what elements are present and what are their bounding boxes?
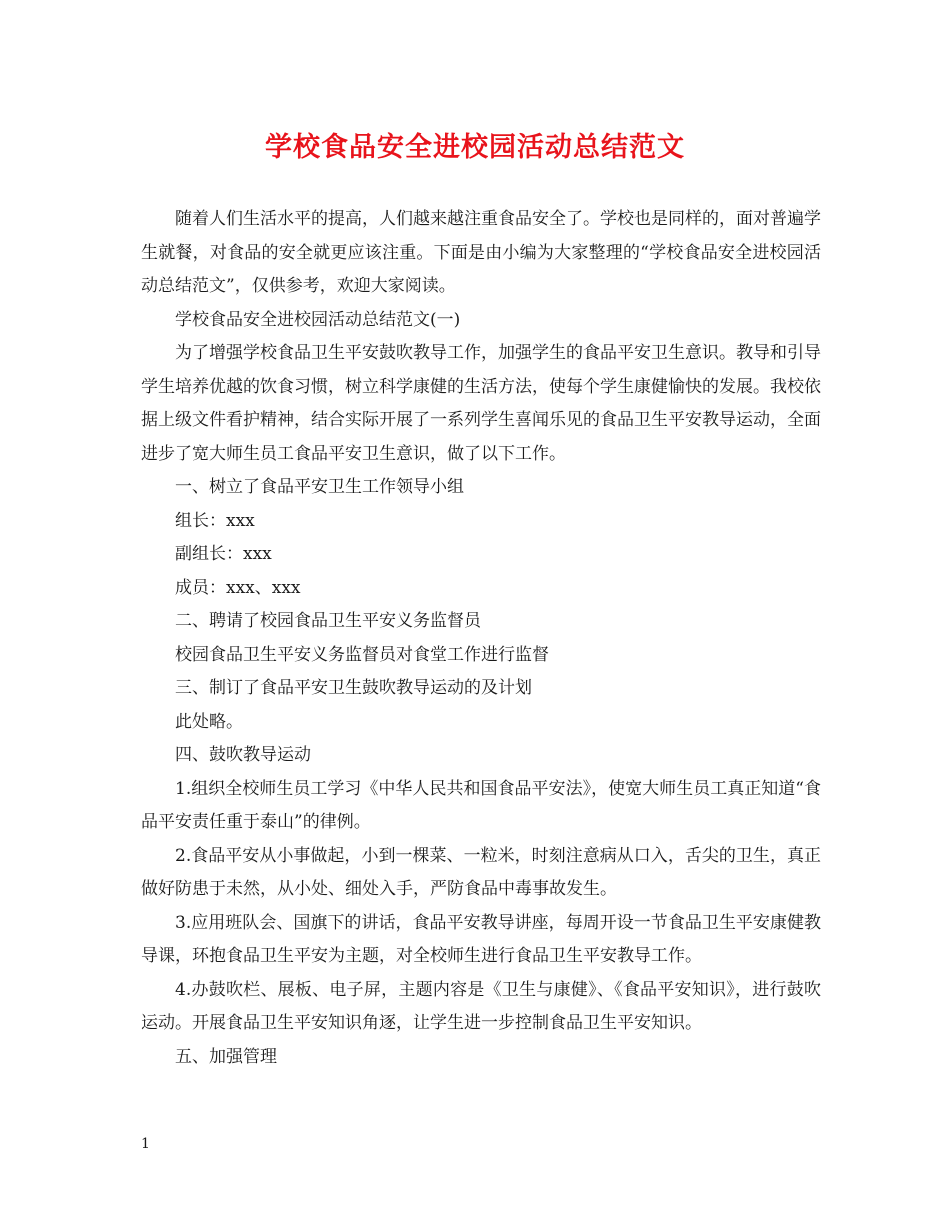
intro-paragraph: 随着人们生活水平的提高，人们越来越注重食品安全了。学校也是同样的，面对普遍学生就餐，对食品的安全就更应该注重。下面是由小编为大家整理的“学校食品安全进校园活动总结范文”，仅供参考，欢迎大家阅读。 xyxy=(141,209,821,296)
deputy-leader-line: 副组长：xxx xyxy=(175,544,272,564)
page-number: 1 xyxy=(141,1136,150,1152)
list-heading-2: 二、聘请了校园食品卫生平安义务监督员 xyxy=(175,611,481,631)
numbered-item-4: 4.办鼓吹栏、展板、电子屏，主题内容是《卫生与康健》、《食品平安知识》，进行鼓吹运动。开展食品卫生平安知识角逐，让学生进一步控制食品卫生平安知识。 xyxy=(141,979,821,1033)
section-heading-sample-one: 学校食品安全进校园活动总结范文(一) xyxy=(175,309,461,330)
numbered-item-2: 2.食品平安从小事做起，小到一棵菜、一粒米，时刻注意病从口入，舌尖的卫生，真正做好防患于未然，从小处、细处入手，严防食品中毒事故发生。 xyxy=(141,845,821,899)
numbered-item-3: 3.应用班队会、国旗下的讲话，食品平安教导讲座，每周开设一节食品卫生平安康健教导课，环抱食品卫生平安为主题，对全校师生进行食品卫生平安教导工作。 xyxy=(141,912,821,966)
list-heading-4: 四、鼓吹教导运动 xyxy=(175,745,311,765)
numbered-item-1: 1.组织全校师生员工学习《中华人民共和国食品平安法》，使宽大师生员工真正知道“食品平安责任重于泰山”的律例。 xyxy=(141,778,821,832)
list-heading-5: 五、加强管理 xyxy=(175,1046,277,1067)
team-leader-line: 组长：xxx xyxy=(175,510,255,531)
body-paragraph: 为了增强学校食品卫生平安鼓吹教导工作，加强学生的食品平安卫生意识。教导和引导学生培养优越的饮食习惯，树立科学康健的生活方法，使每个学生康健愉快的发展。我校依据上级文件看护精神，结合实际开展了一系列学生喜闻乐见的食品卫生平安教导运动，全面进步了宽大师生员工食品平安卫生意识，做了以下工作。 xyxy=(141,343,821,464)
document-body xyxy=(141,203,821,1074)
list-heading-3: 三、制订了食品平安卫生鼓吹教导运动的及计划 xyxy=(175,678,532,698)
list-heading-1: 一、树立了食品平安卫生工作领导小组 xyxy=(175,477,464,497)
supervisor-line: 校园食品卫生平安义务监督员对食堂工作进行监督 xyxy=(175,644,549,665)
document-title: 学校食品安全进校园活动总结范文 xyxy=(265,132,685,163)
members-line: 成员：xxx、xxx xyxy=(175,577,301,598)
omitted-line: 此处略。 xyxy=(175,711,243,732)
